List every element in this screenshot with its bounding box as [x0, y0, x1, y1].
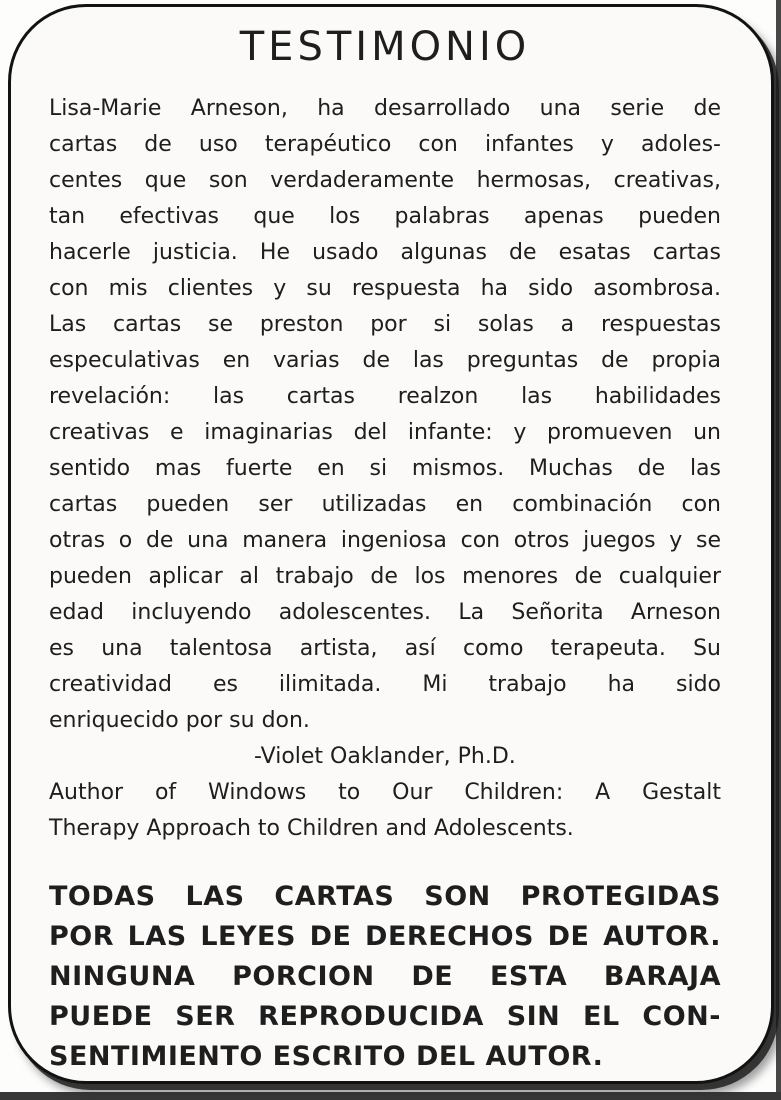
photo-edge-right — [776, 0, 781, 1100]
copyright-notice — [49, 877, 721, 1077]
text-line: TODAS LAS CARTAS SON PROTEGIDAS — [49, 881, 721, 912]
text-line: Therapy Approach to Children and Adolescents. — [49, 816, 574, 841]
text-line: Lisa-Marie Arneson, ha desarrollado una serie de — [49, 96, 721, 121]
text-line: hacerle justicia. He usado algunas de esatas cartas — [49, 240, 721, 265]
card-title: TESTIMONIO — [239, 24, 531, 70]
text-line: tan efectivas que los palabras apenas pueden — [49, 204, 721, 229]
text-line: Las cartas se preston por si solas a respuestas — [49, 312, 721, 337]
testimonial-card — [8, 4, 774, 1084]
text-line: edad incluyendo adolescentes. La Señorita Arneson — [49, 600, 721, 625]
text-line: Author of Windows to Our Children: A Gestalt — [49, 780, 721, 805]
text-line: pueden aplicar al trabajo de los menores de cualquier — [49, 564, 721, 589]
testimonial-body — [49, 91, 721, 739]
text-line: otras o de una manera ingeniosa con otros juegos y se — [49, 528, 721, 553]
text-line: especulativas en varias de las preguntas de propia — [49, 348, 721, 373]
text-line: sentido mas fuerte en si mismos. Muchas de las — [49, 456, 721, 481]
text-line: es una talentosa artista, así como terapeuta. Su — [49, 636, 721, 661]
text-line: cartas pueden ser utilizadas en combinación con — [49, 492, 721, 517]
text-line: centes que son verdaderamente hermosas, creativas, — [49, 168, 721, 193]
author-credit — [49, 775, 721, 847]
text-line: cartas de uso terapéutico con infantes y adoles- — [49, 132, 721, 157]
text-line: NINGUNA PORCION DE ESTA BARAJA — [49, 961, 721, 992]
text-line: POR LAS LEYES DE DERECHOS DE AUTOR. — [49, 921, 721, 952]
text-line: SENTIMIENTO ESCRITO DEL AUTOR. — [49, 1041, 604, 1072]
signature-line: -Violet Oaklander, Ph.D. — [254, 744, 516, 769]
text-line: enriquecido por su don. — [49, 708, 310, 733]
text-line: con mis clientes y su respuesta ha sido asombrosa. — [49, 276, 721, 301]
photo-edge-bottom — [0, 1092, 781, 1100]
text-line: creativas e imaginarias del infante: y promueven un — [49, 420, 721, 445]
text-line: PUEDE SER REPRODUCIDA SIN EL CON- — [49, 1001, 721, 1032]
text-line: creatividad es ilimitada. Mi trabajo ha sido — [49, 672, 721, 697]
text-line: revelación: las cartas realzon las habilidades — [49, 384, 721, 409]
